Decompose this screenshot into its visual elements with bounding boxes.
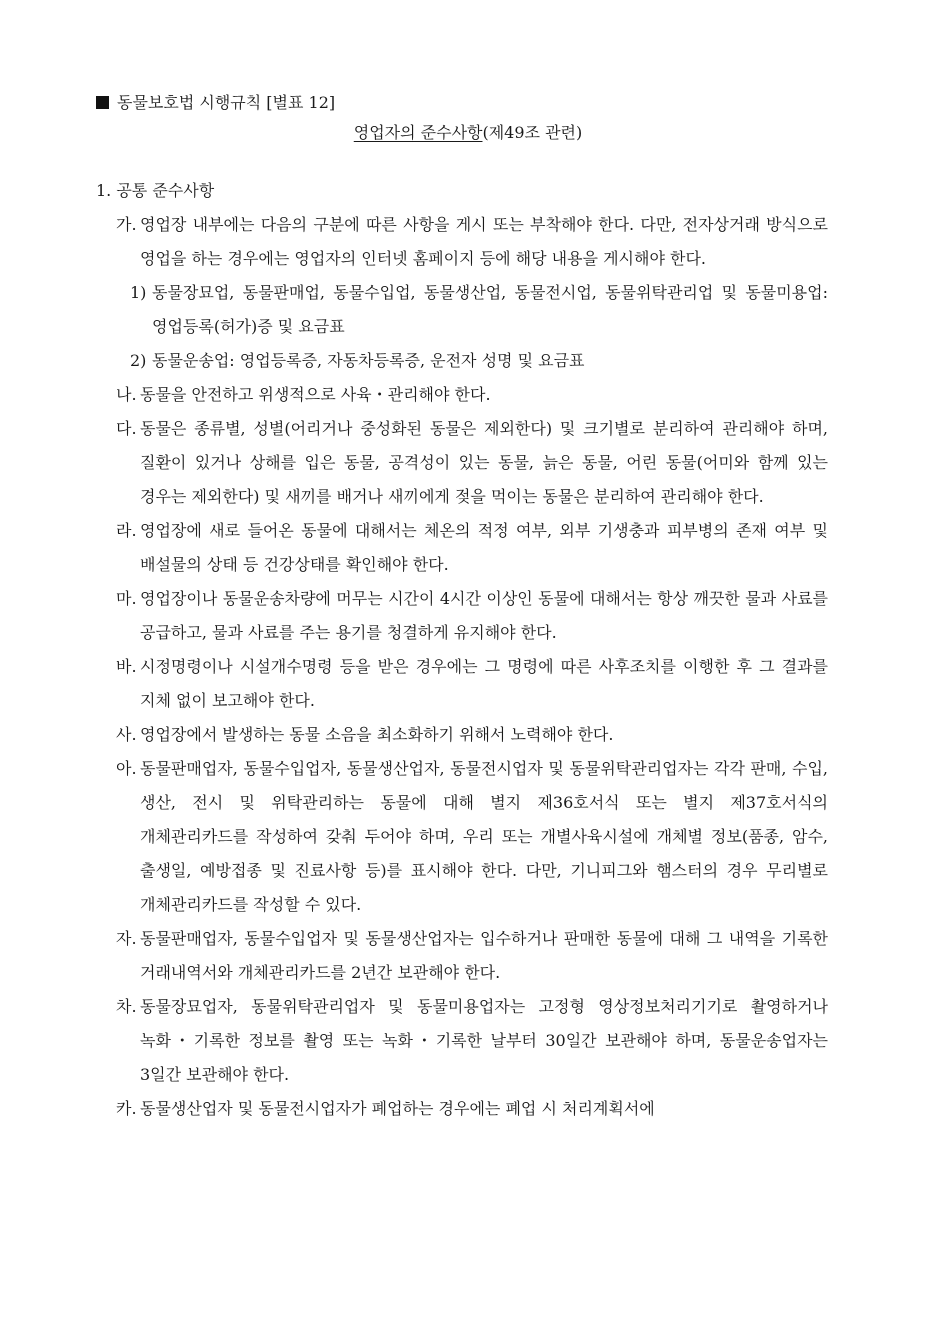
item-sa	[116, 718, 828, 752]
section-heading: 1. 공통 준수사항	[96, 181, 215, 200]
item-marker: 나.	[116, 385, 137, 404]
item-marker: 사.	[116, 725, 137, 744]
item-marker: 마.	[116, 589, 137, 608]
sub-item-marker: 2)	[130, 351, 147, 370]
black-square-icon	[96, 96, 109, 109]
sub-item-2	[130, 344, 828, 378]
item-ka	[116, 1092, 828, 1126]
item-text: 영업장 내부에는 다음의 구분에 따른 사항을 게시 또는 부착해야 한다. 다만, 전자상거래 방식으로 영업을 하는 경우에는 영업자의 인터넷 홈페이지 등에 해당 내용을 게시해야 한다.	[140, 215, 828, 268]
item-ba	[116, 650, 828, 718]
item-cha	[116, 990, 828, 1092]
item-text: 동물판매업자, 동물수입업자, 동물생산업자, 동물전시업자 및 동물위탁관리업자는 각각 판매, 수입, 생산, 전시 및 위탁관리하는 동물에 대해 별지 제36호서식 또는 별지 제37호서식의 개체관리카드를 작성하여 갖춰 두어야 하며, 우리 또는 개별사육시설에 개체별 정보(품종, 암수, 출생일, 예방접종 및 진료사항 등)를 표시해야 한다. 다만, 기니피그와 햄스터의 경우 무리별로 개체관리카드를 작성할 수 있다.	[140, 759, 828, 914]
item-text: 동물판매업자, 동물수입업자 및 동물생산업자는 입수하거나 판매한 동물에 대해 그 내역을 기록한 거래내역서와 개체관리카드를 2년간 보관해야 한다.	[140, 929, 828, 982]
item-ga	[116, 208, 828, 276]
item-text: 동물생산업자 및 동물전시업자가 폐업하는 경우에는 폐업 시 처리계획서에	[140, 1099, 655, 1118]
item-marker: 카.	[116, 1099, 137, 1118]
title-underlined: 영업자의 준수사항	[353, 123, 483, 142]
item-text: 영업장에 새로 들어온 동물에 대해서는 체온의 적정 여부, 외부 기생충과 피부병의 존재 여부 및 배설물의 상태 등 건강상태를 확인해야 한다.	[140, 521, 828, 574]
item-marker: 가.	[116, 215, 137, 234]
sub-item-marker: 1)	[130, 283, 147, 302]
law-reference	[96, 92, 335, 114]
item-da	[116, 412, 828, 514]
item-marker: 다.	[116, 419, 137, 438]
item-marker: 차.	[116, 997, 137, 1016]
item-marker: 자.	[116, 929, 137, 948]
item-text: 시정명령이나 시설개수명령 등을 받은 경우에는 그 명령에 따른 사후조치를 이행한 후 그 결과를 지체 없이 보고해야 한다.	[140, 657, 828, 710]
item-a	[116, 752, 828, 922]
item-ra	[116, 514, 828, 582]
item-ma	[116, 582, 828, 650]
law-reference-text: 동물보호법 시행규칙 [별표 12]	[117, 93, 336, 112]
item-ja	[116, 922, 828, 990]
sub-item-text: 동물장묘업, 동물판매업, 동물수입업, 동물생산업, 동물전시업, 동물위탁관리업 및 동물미용업: 영업등록(허가)증 및 요금표	[152, 283, 828, 336]
item-marker: 바.	[116, 657, 137, 676]
item-text: 동물은 종류별, 성별(어리거나 중성화된 동물은 제외한다) 및 크기별로 분리하여 관리해야 하며, 질환이 있거나 상해를 입은 동물, 공격성이 있는 동물, 늙은 동물, 어린 동물(어미와 함께 있는 경우는 제외한다) 및 새끼를 배거나 새끼에게 젖을 먹이는 동물은 분리하여 관리해야 한다.	[140, 419, 828, 506]
sub-item-1	[130, 276, 828, 344]
item-marker: 라.	[116, 521, 137, 540]
item-text: 영업장이나 동물운송차량에 머무는 시간이 4시간 이상인 동물에 대해서는 항상 깨끗한 물과 사료를 공급하고, 물과 사료를 주는 용기를 청결하게 유지해야 한다.	[140, 589, 828, 642]
document-title	[0, 122, 936, 144]
document-body	[0, 174, 936, 1126]
item-text: 영업장에서 발생하는 동물 소음을 최소화하기 위해서 노력해야 한다.	[140, 725, 614, 744]
title-rest: (제49조 관련)	[482, 123, 583, 142]
item-na	[116, 378, 828, 412]
item-text: 동물을 안전하고 위생적으로 사육・관리해야 한다.	[140, 385, 491, 404]
item-marker: 아.	[116, 759, 137, 778]
item-text: 동물장묘업자, 동물위탁관리업자 및 동물미용업자는 고정형 영상정보처리기기로 촬영하거나 녹화・기록한 정보를 촬영 또는 녹화・기록한 날부터 30일간 보관해야 하며, 동물운송업자는 3일간 보관해야 한다.	[140, 997, 828, 1084]
sub-item-text: 동물운송업: 영업등록증, 자동차등록증, 운전자 성명 및 요금표	[152, 351, 585, 370]
